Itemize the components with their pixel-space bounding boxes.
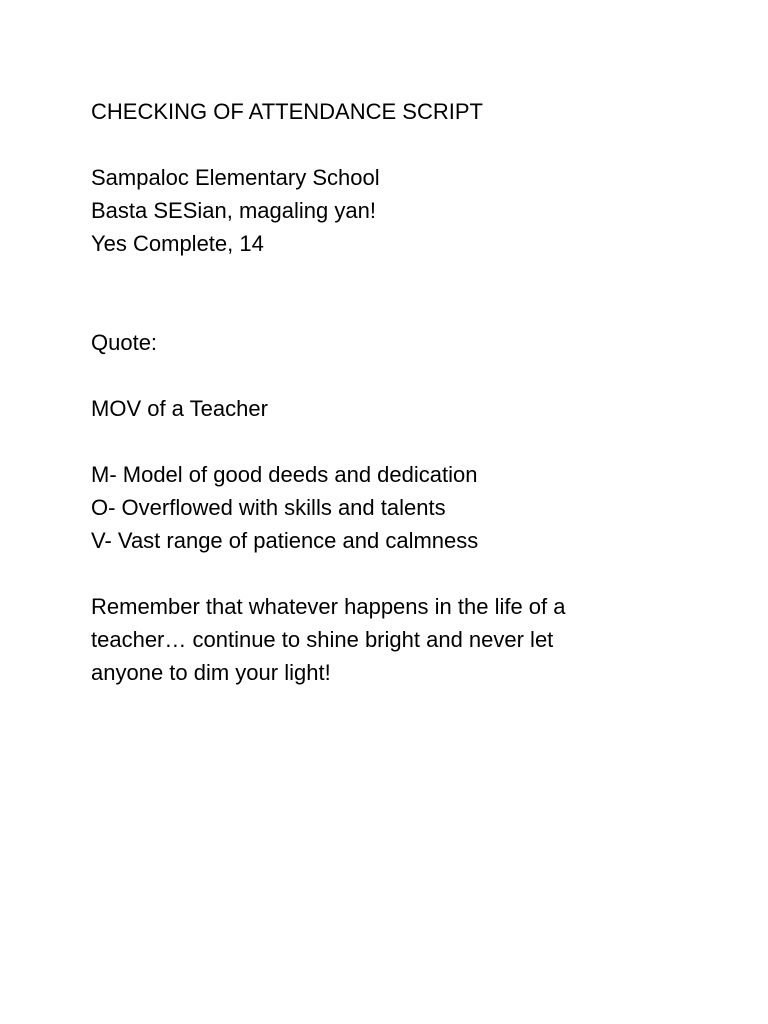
closing-line-3: anyone to dim your light! xyxy=(91,660,331,685)
school-name: Sampaloc Elementary School xyxy=(91,165,380,190)
document-title: CHECKING OF ATTENDANCE SCRIPT xyxy=(91,99,483,124)
spacer xyxy=(91,260,731,326)
spacer xyxy=(91,128,731,161)
mov-heading: MOV of a Teacher xyxy=(91,396,268,421)
attendance-status: Yes Complete, 14 xyxy=(91,231,264,256)
spacer xyxy=(91,425,731,458)
mov-item-v: V- Vast range of patience and calmness xyxy=(91,528,479,553)
mov-item-m: M- Model of good deeds and dedication xyxy=(91,462,478,487)
spacer xyxy=(91,557,731,590)
spacer xyxy=(91,359,731,392)
document-body xyxy=(91,95,731,689)
closing-line-2: teacher… continue to shine bright and never let xyxy=(91,627,554,652)
quote-label: Quote: xyxy=(91,330,158,355)
closing-line-1: Remember that whatever happens in the life of a xyxy=(91,594,566,619)
school-slogan: Basta SESian, magaling yan! xyxy=(91,198,376,223)
mov-item-o: O- Overflowed with skills and talents xyxy=(91,495,446,520)
